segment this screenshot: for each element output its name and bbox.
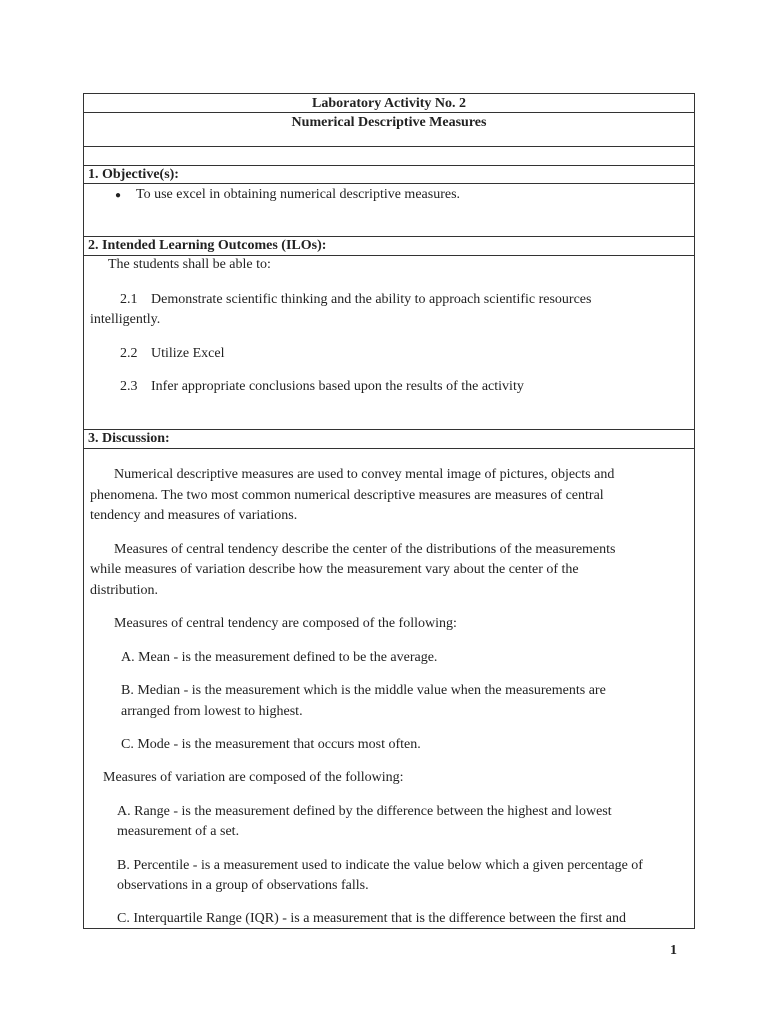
ilo-text-cont: intelligently. [90, 312, 161, 327]
ilo-number: 2.2 [120, 346, 138, 361]
central-item-cont: arranged from lowest to highest. [121, 704, 303, 719]
ilos-heading: 2. Intended Learning Outcomes (ILOs): [88, 238, 327, 253]
objectives-heading: 1. Objective(s): [88, 167, 179, 182]
activity-title: Laboratory Activity No. 2 [312, 96, 466, 111]
central-item: B. Median - is the measurement which is the middle value when the measurements are [121, 683, 606, 698]
variation-item-cont: measurement of a set. [117, 824, 240, 839]
ilos-intro: The students shall be able to: [108, 257, 271, 272]
bullet-icon: ● [115, 190, 122, 201]
activity-subtitle: Numerical Descriptive Measures [291, 115, 487, 130]
discussion-heading: 3. Discussion: [88, 431, 170, 446]
discussion-paragraph: distribution. [90, 583, 159, 598]
variation-item-cont: observations in a group of observations falls. [117, 878, 369, 893]
discussion-paragraph: tendency and measures of variations. [90, 508, 298, 523]
discussion-paragraph: phenomena. The two most common numerical descriptive measures are measures of central [90, 488, 604, 503]
divider [84, 448, 694, 449]
variation-item: A. Range - is the measurement defined by the difference between the highest and lowest [117, 804, 612, 819]
discussion-paragraph: while measures of variation describe how the measurement vary about the center of the [90, 562, 579, 577]
variation-intro: Measures of variation are composed of the following: [103, 770, 404, 785]
variation-item: B. Percentile - is a measurement used to indicate the value below which a given percentage of [117, 858, 643, 873]
divider [84, 183, 694, 184]
central-tendency-intro: Measures of central tendency are composed of the following: [114, 616, 457, 631]
objective-item: To use excel in obtaining numerical descriptive measures. [136, 187, 461, 202]
divider [84, 146, 694, 147]
discussion-paragraph: Measures of central tendency describe the center of the distributions of the measurements [114, 542, 616, 557]
page-number: 1 [670, 943, 677, 958]
ilo-text: Demonstrate scientific thinking and the ability to approach scientific resources [151, 292, 592, 307]
ilo-text: Utilize Excel [151, 346, 225, 361]
discussion-paragraph: Numerical descriptive measures are used to convey mental image of pictures, objects and [114, 467, 615, 482]
central-item: C. Mode - is the measurement that occurs most often. [121, 737, 421, 752]
ilo-text: Infer appropriate conclusions based upon the results of the activity [151, 379, 524, 394]
ilo-number: 2.3 [120, 379, 138, 394]
variation-item: C. Interquartile Range (IQR) - is a measurement that is the difference between the first and [117, 911, 626, 926]
divider [84, 112, 694, 113]
central-item: A. Mean - is the measurement defined to be the average. [121, 650, 438, 665]
ilo-number: 2.1 [120, 292, 138, 307]
lab-activity-table [83, 93, 695, 929]
